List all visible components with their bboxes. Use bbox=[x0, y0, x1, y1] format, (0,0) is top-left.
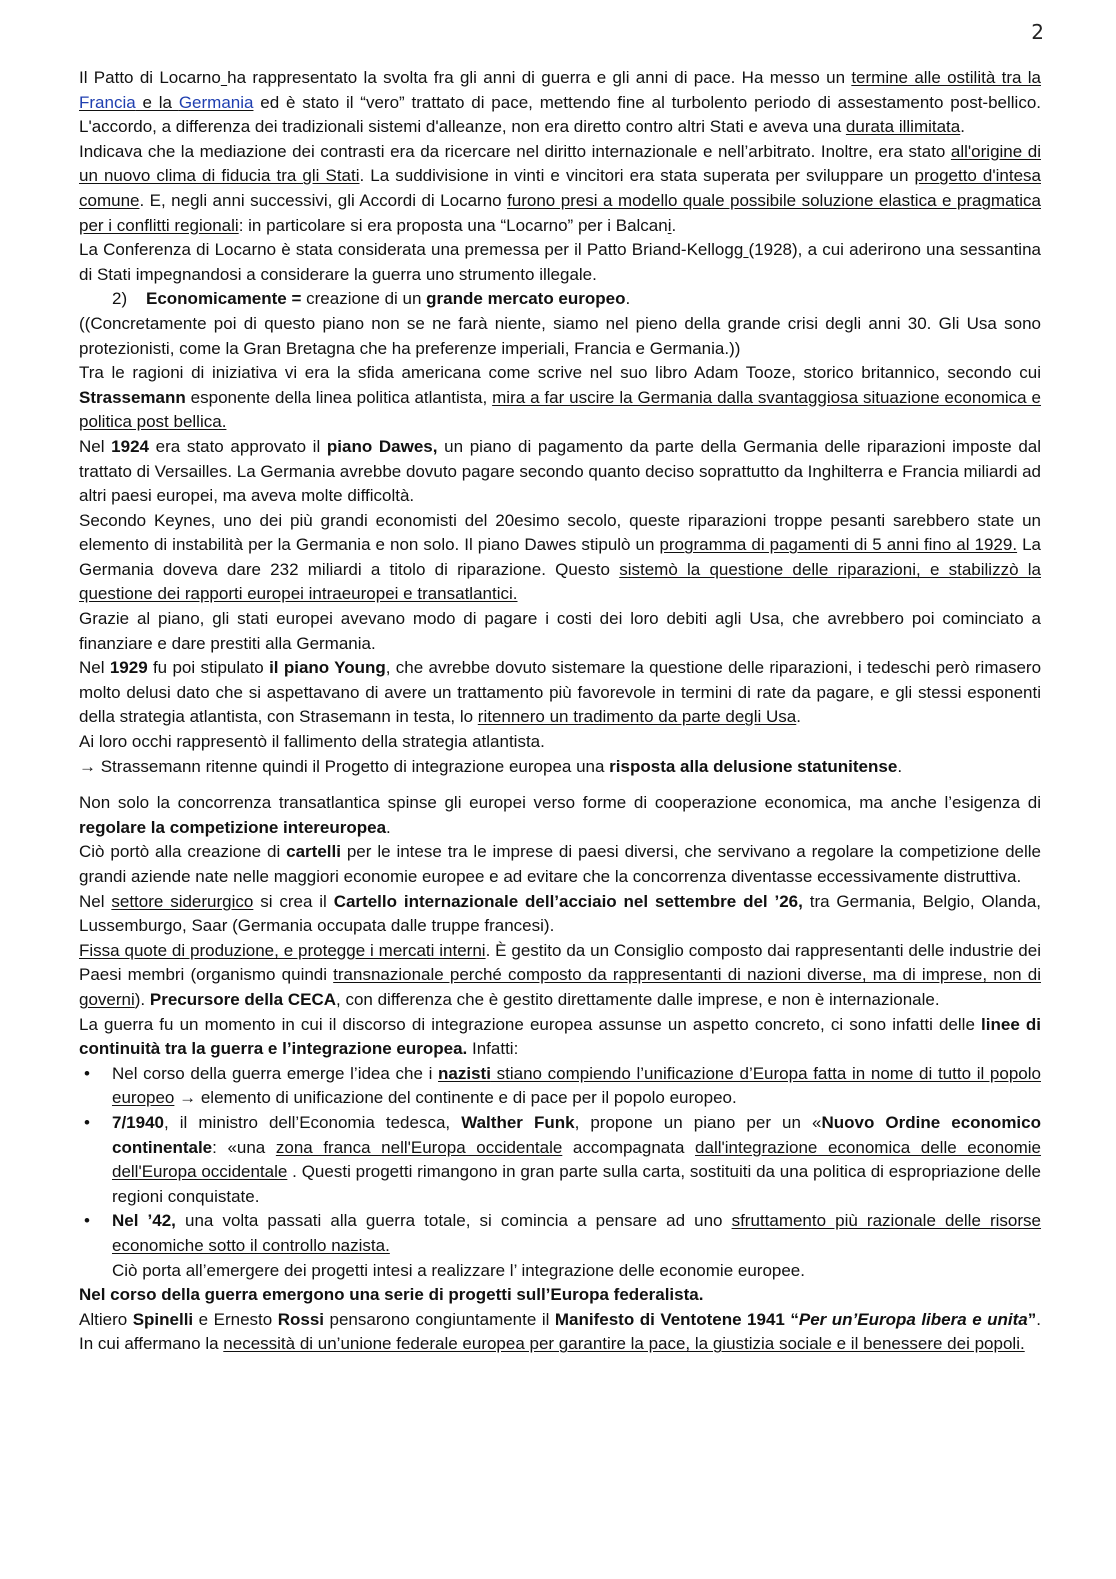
text: Nel corso della guerra emerge l’idea che i bbox=[112, 1063, 439, 1083]
bullet-icon: • bbox=[84, 1112, 90, 1132]
bold-text: regolare la competizione intereuropea bbox=[79, 817, 387, 837]
text: (1928), a cui aderirono una sessantina di Stati impegnandosi a considerare la guerra uno strumento illegale. bbox=[79, 240, 1041, 284]
paragraph-tooze bbox=[79, 361, 1041, 435]
underlined-phrase: all'origine di un nuovo clima di fiducia tra gli Stati bbox=[79, 141, 1041, 186]
underlined-phrase: durata illimitata bbox=[845, 117, 961, 137]
bold-text: cartelli bbox=[286, 842, 341, 862]
bold-text: il piano Young bbox=[269, 658, 386, 678]
text: Non solo la concorrenza transatlantica spinse gli europei verso forme di cooperazione economica, ma anche l’esigenza di bbox=[79, 793, 1041, 813]
paragraph-young-plan bbox=[79, 656, 1041, 730]
text: . bbox=[960, 117, 965, 137]
paragraph-war-continuity bbox=[79, 1013, 1041, 1062]
text: La guerra fu un momento in cui il discorso di integrazione europea assunse un aspetto concreto, ci sono infatti delle bbox=[79, 1014, 982, 1034]
text: . bbox=[671, 215, 677, 235]
paragraph-competition bbox=[79, 791, 1041, 840]
bold-text: risposta alla delusione statunitense bbox=[609, 756, 898, 776]
text: un piano di pagamento da parte della Germania delle riparazioni imposte dal trattato di Versailles. La Germania avrebbe dovuto pagare secondo quanto deciso soprattutto da Inghilterra e Francia miliardi ad altri paesi europei, ma aveva molte difficoltà. bbox=[79, 436, 1042, 506]
paragraph-locarno-pact bbox=[79, 66, 1041, 140]
text: una volta passati alla guerra totale, si comincia a pensare ad uno bbox=[175, 1211, 732, 1231]
text: Ciò portò alla creazione di bbox=[79, 842, 287, 862]
text: era stato approvato il bbox=[149, 436, 327, 456]
paragraph-quotas bbox=[79, 939, 1041, 1013]
bullet-list bbox=[79, 1062, 1041, 1259]
text: ed è stato il “vero” trattato di pace, mettendo fine al turbolento periodo di assestamento post-bellico. L'accordo, a differenza dei tradizionali sistemi d'alleanze, non era diretto contro altri Stati e aveva una bbox=[79, 92, 1042, 137]
text: ). bbox=[134, 989, 150, 1009]
text: → elemento di unificazione del continente e di pace per il popolo europeo. bbox=[174, 1088, 737, 1108]
numbered-item-2 bbox=[79, 287, 1041, 312]
bold-text: 1929 bbox=[109, 658, 148, 678]
underlined-phrase: programma di pagamenti di 5 anni fino al 1929. bbox=[659, 535, 1018, 555]
paragraph-mediation bbox=[79, 140, 1041, 238]
list-item bbox=[79, 1111, 1041, 1209]
bold-text: 1924 bbox=[111, 436, 149, 456]
text: , con differenza che è gestito direttamente dalle imprese, e non è internazionale. bbox=[336, 989, 940, 1009]
text: Indicava che la mediazione dei contrasti era da ricercare nel diritto internazionale e nell’arbitrato. Inoltre, era stato bbox=[79, 141, 951, 161]
text: Altiero bbox=[79, 1309, 133, 1329]
bullet-icon: • bbox=[84, 1211, 90, 1231]
text: Nel bbox=[79, 436, 112, 456]
link-francia[interactable]: Francia bbox=[79, 92, 136, 112]
text: stiano compiendo l’unificazione d’Europa fatta in nome di tutto il popolo europeo bbox=[112, 1063, 1041, 1108]
bold-text: Strassemann bbox=[79, 387, 186, 407]
page-number: 2 bbox=[1031, 20, 1044, 44]
text: . bbox=[386, 817, 391, 837]
paragraph-briand-kellogg bbox=[79, 238, 1041, 287]
text: pensarono congiuntamente il bbox=[324, 1309, 555, 1329]
underlined-phrase: Fissa quote di produzione, e protegge i mercati interni bbox=[79, 940, 486, 960]
text: esponente della linea politica atlantista, bbox=[185, 387, 493, 407]
text: Strassemann ritenne quindi il Progetto di integrazione europea una bbox=[96, 756, 610, 776]
bold-text: nazisti bbox=[438, 1063, 491, 1083]
text: Secondo Keynes, uno dei più grandi economisti del 20esimo secolo, queste riparazioni troppe pesanti sarebbero state un elemento di instabilità per la Germania e non solo. Il piano Dawes stipulò un bbox=[79, 510, 1041, 555]
text: , propone un piano per un « bbox=[574, 1112, 822, 1132]
text: Tra le ragioni di iniziativa vi era la sfida americana come scrive nel suo libro Adam Tooze, storico britannico, secondo cui bbox=[79, 363, 1041, 383]
paragraph-strassemann-response bbox=[79, 755, 1041, 780]
bold-text: Economicamente = bbox=[146, 289, 307, 309]
text: La Germania doveva dare 232 miliardi a titolo di riparazione. Questo bbox=[79, 535, 1041, 579]
bold-text: Nel corso della guerra emergono una serie di progetti sull’Europa federalista. bbox=[79, 1285, 704, 1305]
text: creazione di un bbox=[306, 289, 427, 309]
text: e la bbox=[135, 92, 179, 112]
underlined-letter: i bbox=[667, 215, 672, 235]
bold-text: grande mercato europeo bbox=[426, 289, 626, 309]
text: . bbox=[796, 707, 801, 727]
underlined-phrase: sistemò la questione delle riparazioni, e stabilizzò la questione dei rapporti europei intraeuropei e transatlantici. bbox=[79, 559, 1041, 604]
text: . È gestito da un Consiglio composto dai rappresentanti delle industrie dei Paesi membri (organismo quindi bbox=[79, 940, 1041, 985]
paragraph-integration-projects: Ciò porta all’emergere dei progetti intesi a realizzare l’ integrazione delle economie europee. bbox=[112, 1260, 805, 1280]
list-item bbox=[79, 1062, 1041, 1111]
paragraph-ventotene bbox=[79, 1308, 1041, 1357]
underlined-phrase: dall'integrazione economica delle economie dell'Europa occidentale bbox=[112, 1137, 1041, 1182]
list-item bbox=[79, 1209, 1041, 1258]
underlined-phrase: transnazionale perché composto da rappresentanti di nazioni diverse, ma di imprese, non di governi bbox=[79, 965, 1041, 1009]
text: , il ministro dell’Economia tedesca, bbox=[164, 1112, 462, 1132]
bullet-icon: • bbox=[84, 1063, 90, 1083]
bold-text: Precursore della CECA bbox=[149, 989, 337, 1009]
text: , che avrebbe dovuto sistemare la questione delle riparazioni, i tedeschi però rimasero molto delusi dato che si aspettavano di avere un trattamento più favorevole in termini di rate da pagare, e gli stessi esponenti della strategia atlantista, con Strasemann in testa, lo bbox=[79, 658, 1042, 727]
text: termine alle ostilità tra la bbox=[851, 68, 1041, 87]
text: accompagnata bbox=[562, 1137, 696, 1157]
underlined-phrase: mira a far uscire la Germania dalla svantaggiosa situazione economica e politica post bellica. bbox=[79, 387, 1041, 432]
text: . La suddivisione in vinti e vincitori era stata superata per sviluppare un bbox=[359, 166, 915, 186]
paragraph-dawes-plan bbox=[79, 435, 1041, 509]
bold-text: ” bbox=[1027, 1309, 1037, 1329]
bold-text: Nuovo Ordine economico continentale bbox=[112, 1112, 1041, 1157]
link-germania[interactable]: Germania bbox=[178, 92, 254, 112]
text: fu poi stipulato bbox=[147, 658, 270, 678]
text: . bbox=[897, 756, 903, 776]
text: Nel bbox=[79, 891, 112, 911]
text: ha rappresentato la svolta fra gli anni di guerra e gli anni di pace. Ha messo un bbox=[227, 68, 852, 87]
bold-text: 7/1940 bbox=[112, 1112, 164, 1132]
item-number: 2) bbox=[112, 289, 128, 309]
underlined-phrase: furono presi a modello quale possibile soluzione elastica e pragmatica per i conflitti regionali bbox=[79, 190, 1041, 235]
bold-text: Walther Funk bbox=[461, 1112, 575, 1132]
text: Il Patto di Locarno bbox=[79, 68, 221, 87]
paragraph-note-crisis: ((Concretamente poi di questo piano non se ne farà niente, siamo nel pieno della grande crisi degli anni 30. Gli Usa sono protezionisti, come la Gran Bretagna che ha preferenze imperiali, Francia e Germania.)) bbox=[79, 313, 1041, 358]
bold-text: Rossi bbox=[277, 1309, 324, 1329]
bold-text: Cartello internazionale dell’acciaio nel settembre del ’26, bbox=[333, 891, 803, 911]
text: : in particolare si era proposta una “Locarno” per i Balcan bbox=[238, 215, 668, 235]
paragraph-debts: Grazie al piano, gli stati europei avevano modo di pagare i costi dei loro debiti agli Usa, che avrebbero poi cominciato a finanziare e dare prestiti alla Germania. bbox=[79, 609, 1041, 653]
arrow-right-icon: → bbox=[79, 756, 96, 776]
text: Nel bbox=[79, 658, 110, 678]
text: La Conferenza di Locarno è stata considerata una premessa per il Patto Briand-Kellogg bbox=[79, 240, 744, 260]
text: si crea il bbox=[253, 891, 334, 911]
text: Infatti: bbox=[467, 1039, 519, 1059]
page-body bbox=[79, 66, 1041, 1357]
text: e Ernesto bbox=[193, 1309, 278, 1329]
paragraph-cartels bbox=[79, 840, 1041, 889]
bold-text: Nel ’42, bbox=[112, 1211, 176, 1231]
bold-text: linee di continuità tra la guerra e l’integrazione europea. bbox=[79, 1014, 1041, 1059]
underlined-phrase: settore siderurgico bbox=[111, 891, 254, 911]
underlined-phrase: ritennero un tradimento da parte degli Usa bbox=[477, 707, 797, 727]
text: . In cui affermano la bbox=[79, 1309, 1041, 1354]
text: tra Germania, Belgio, Olanda, Lussemburgo, Saar (Germania occupata dalle truppe francesi). bbox=[79, 891, 1042, 936]
text: . bbox=[625, 289, 631, 309]
underlined-phrase: necessità di un’unione federale europea per garantire la pace, la giustizia sociale e il benessere dei popoli. bbox=[223, 1334, 1025, 1354]
underlined-phrase: sfruttamento più razionale delle risorse economiche sotto il controllo nazista. bbox=[112, 1211, 1042, 1255]
paragraph-steel-cartel bbox=[79, 890, 1041, 939]
bold-italic-text: Per un’Europa libera e unita bbox=[798, 1309, 1028, 1329]
text: per le intese tra le imprese di paesi diversi, che servivano a regolare la competizione delle grandi aziende nate nelle maggiori economie europee e ad evitare che la concorrenza diventasse eccessivamente distruttiva. bbox=[79, 842, 1041, 886]
text: . Questi progetti rimangono in gran parte sulla carta, sostituiti da una politica di espropriazione delle regioni conquistate. bbox=[112, 1162, 1042, 1206]
text: : «una bbox=[212, 1137, 276, 1157]
bold-text: Manifesto di Ventotene 1941 “ bbox=[554, 1309, 799, 1329]
bold-text: piano Dawes, bbox=[326, 436, 438, 456]
paragraph-keynes bbox=[79, 509, 1041, 607]
bold-text: Spinelli bbox=[132, 1309, 194, 1329]
underlined-phrase: progetto d'intesa comune bbox=[79, 166, 1041, 210]
paragraph-failure: Ai loro occhi rappresentò il fallimento della strategia atlantista. bbox=[79, 732, 545, 752]
paragraph-federalist-heading bbox=[79, 1283, 1041, 1308]
underlined-phrase: zona franca nell'Europa occidentale bbox=[275, 1137, 563, 1157]
text: . E, negli anni successivi, gli Accordi di Locarno bbox=[139, 190, 508, 210]
